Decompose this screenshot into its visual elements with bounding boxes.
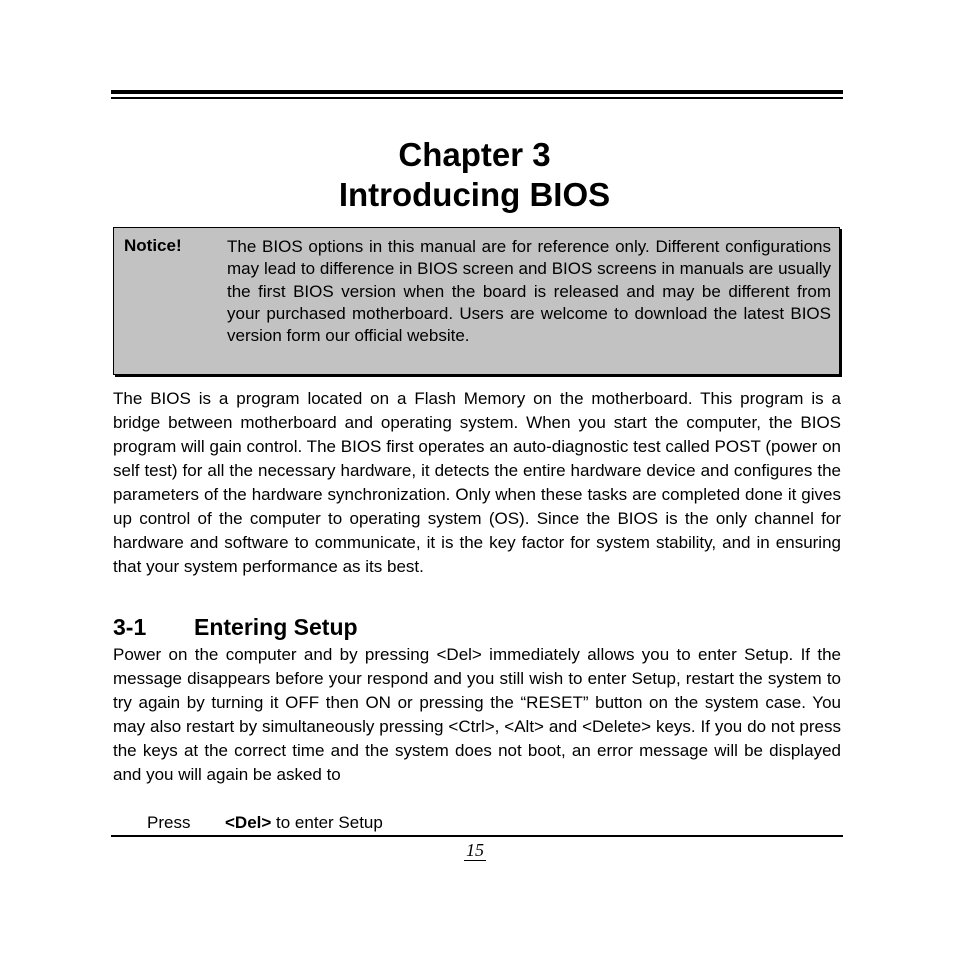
del-key: <Del>: [225, 813, 272, 832]
notice-box: [113, 227, 840, 375]
header-rule-thin: [111, 97, 843, 99]
section-number: 3-1: [113, 614, 147, 640]
notice-text: The BIOS options in this manual are for reference only. Different configurations may lead to difference in BIOS screen and BIOS screens in manuals are usually the first BIOS version when the board is released and may be different from your purchased motherboard. Users are welcome to download the latest BIOS version form our official website.: [227, 237, 831, 346]
section-title: Entering Setup: [194, 614, 358, 640]
press-word: Press: [147, 813, 191, 832]
footer-rule: [111, 835, 843, 837]
notice-label: Notice!: [124, 236, 182, 255]
chapter-name: Introducing BIOS: [338, 176, 611, 213]
chapter-title: [111, 135, 838, 215]
intro-paragraph: The BIOS is a program located on a Flash Memory on the motherboard. This program is a bridge between motherboard and operating system. When you start the computer, the BIOS program will gain control. The BIOS first operates an auto-diagnostic test called POST (power on self test) for all the necessary hardware, it detects the entire hardware device and configures the parameters of the hardware synchronization. Only when these tasks are completed done it gives up control of the computer to operating system (OS). Since the BIOS is the only channel for hardware and software to communicate, it is the key factor for system stability, and in ensuring that your system performance as its best.: [113, 389, 841, 576]
setup-paragraph: Power on the computer and by pressing <Del> immediately allows you to enter Setup. If the message disappears before your respond and you still wish to enter Setup, restart the system to try again by turning it OFF then ON or pressing the “RESET” button on the system case. You may also restart by simultaneously pressing <Ctrl>, <Alt> and <Delete> keys. If you do not press the keys at the correct time and the system does not boot, an error message will be displayed and you will again be asked to: [113, 645, 841, 784]
chapter-number: Chapter 3: [398, 136, 551, 173]
press-instruction: [147, 812, 383, 834]
press-rest: to enter Setup: [271, 813, 383, 832]
header-rule-thick: [111, 90, 843, 94]
section-heading: [113, 613, 358, 641]
page-number: 15: [466, 840, 484, 860]
